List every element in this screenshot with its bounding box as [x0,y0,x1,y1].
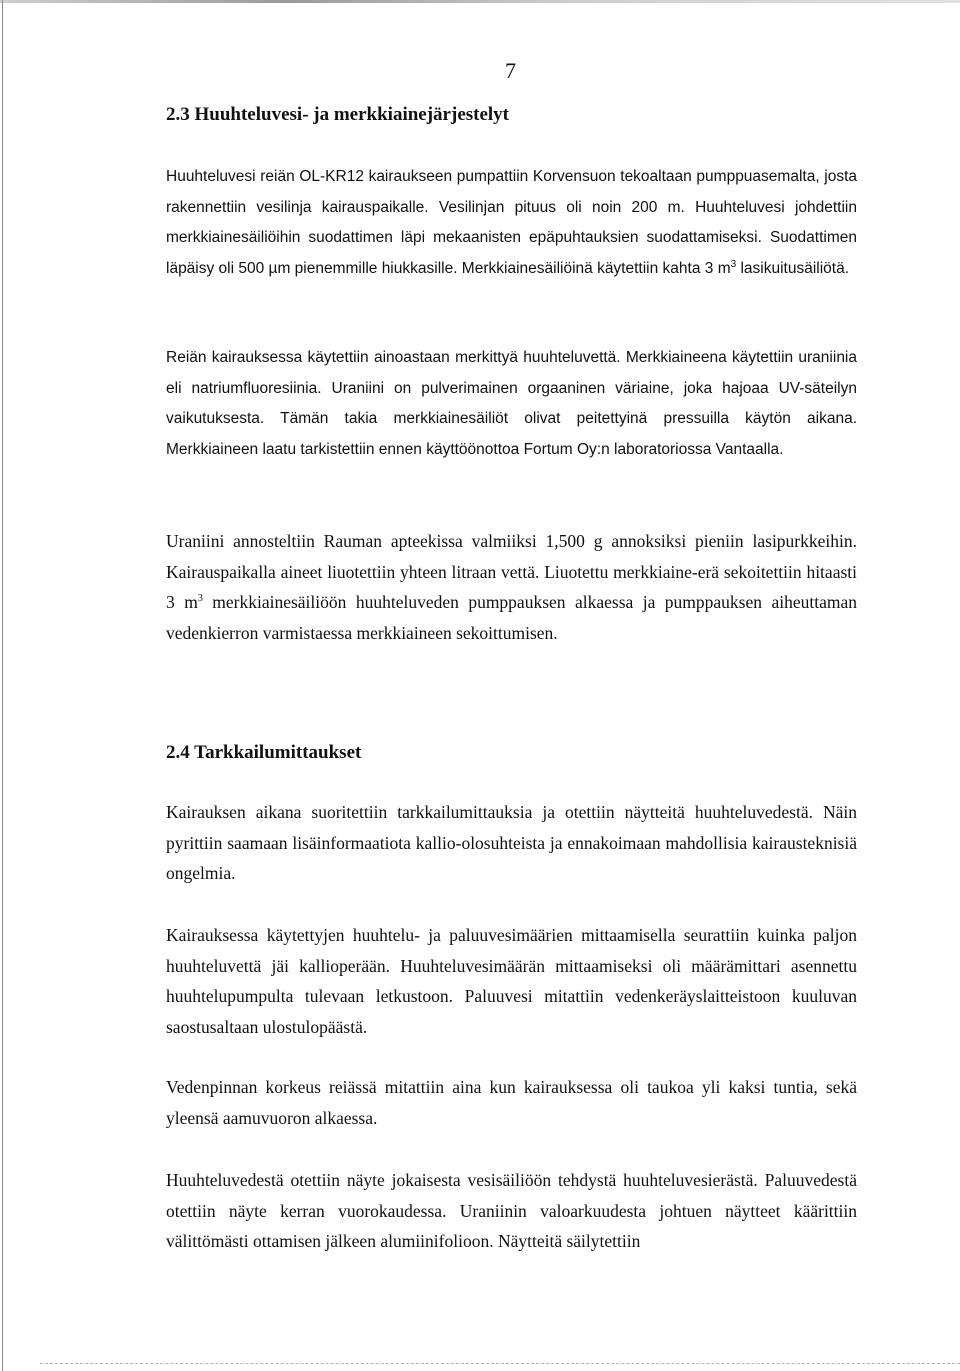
paragraph-text: lasikuitusäiliötä. [736,259,850,277]
section-heading-2-3: 2.3 Huuhteluvesi- ja merkkiainejärjestelyt [166,104,510,125]
superscript: 3 [197,593,203,605]
paragraph-water-level: Vedenpinnan korkeus reiässä mitattiin aina kun kairauksessa oli taukoa yli kaksi tuntia, sekä yleensä aamuvuoron alkaessa. [166,1077,857,1128]
paragraph-text: Uraniini annosteltiin Rauman apteekissa valmiiksi 1,500 g annoksiksi pieniin lasipurkkeihin. Kairauspaikalla aineet liuotettiin yhteen litraan vettä. Liuotettu merkkiaine-erä sekoitettiin hitaasti 3 m [166,531,857,612]
paragraph-water-volumes: Kairauksessa käytettyjen huuhtelu- ja paluuvesimäärien mittaamisella seurattiin kuinka paljon huuhteluvettä jäi kallioperään. Huuhteluvesimäärän mittaamiseksi oli määrämittari asennettu huuhtelupumpulta tulevaan letkustoon. Paluuvesi mitattiin vedenkeräyslaitteistoon kuuluvan saostusaltaan ulostulopäästä. [166,925,857,1037]
page-number: 7 [505,58,516,83]
superscript: 3 [730,258,737,270]
paragraph-text: Huuhteluvesi reiän OL-KR12 kairaukseen pumpattiin Korvensuon tekoaltaan pumppuasemalta, josta rakennettiin vesilinja kairauspaikalle. Vesilinjan pituus oli noin 200 m. Huuhteluvesi johdettiin merkkiainesäiliöihin suodattimen läpi mekaanisten epäpuhtauksien suodattamiseksi. Suodattimen läpäisy oli 500 µm pienemmille hiukkasille. Merkkiainesäiliöinä käytettiin kahta 3 m [166,168,857,277]
scan-edge-top [0,0,960,3]
scan-edge-left [2,0,3,1371]
paragraph-tracer-description: Reiän kairauksessa käytettiin ainoastaan merkittyä huuhteluvettä. Merkkiaineena käytettiin uraniinia eli natriumfluoresiinia. Uraniini on pulverimainen orgaaninen väriaine, joka hajoaa UV-säteilyn vaikutuksesta. Tämän takia merkkiainesäiliöt olivat peitettyinä pressuilla käytön aikana. Merkkiaineen laatu tarkistettiin ennen käyttöönottoa Fortum Oy:n laboratoriossa Vantaalla. [166,349,857,458]
paragraph-tracer-dosing [166,526,857,648]
scan-edge-bottom [40,1363,960,1365]
paragraph-monitoring-intro: Kairauksen aikana suoritettiin tarkkailumittauksia ja otettiin näytteitä huuhteluvedestä. Näin pyrittiin saamaan lisäinformaatiota kallio-olosuhteista ja ennakoimaan mahdollisia kairausteknisiä ongelmia. [166,802,857,883]
paragraph-text: merkkiainesäiliöön huuhteluveden pumppauksen alkaessa ja pumppauksen aiheuttaman vedenkierron varmistaessa merkkiaineen sekoittumisen. [166,592,857,643]
paragraph-sampling: Huuhteluvedestä otettiin näyte jokaisesta vesisäiliöön tehdystä huuhteluvesierästä. Paluuvedestä otettiin näyte kerran vuorokaudessa. Uraniinin valoarkuudesta johtuen näytteet käärittiin välittömästi ottamisen jälkeen alumiinifolioon. Näytteitä säilytettiin [166,1170,857,1251]
section-heading-2-4: 2.4 Tarkkailumittaukset [166,742,362,763]
paragraph-flushing-water-source [166,162,857,284]
